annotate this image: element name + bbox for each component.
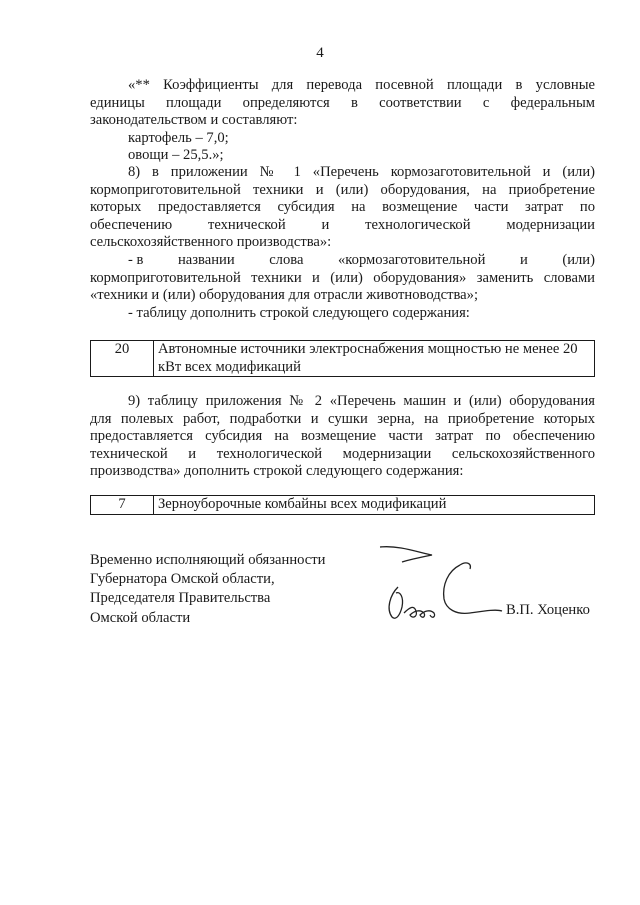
page-number: 4	[316, 45, 324, 61]
crop-item: картофель – 7,0;	[128, 129, 229, 146]
text-line: производства» дополнить строкой следующего содержания:	[90, 463, 464, 480]
crop-item: овощи – 25,5.»;	[128, 147, 224, 164]
word: слова	[269, 251, 304, 268]
table-row	[91, 496, 595, 515]
word: и	[519, 251, 528, 268]
title-line: Временно исполняющий обязанности	[90, 552, 326, 568]
text-line: законодательством и составляют:	[90, 112, 298, 129]
text-line: обеспечению технической и технологической модернизации	[90, 216, 595, 233]
title-line: Губернатора Омской области,	[90, 571, 275, 588]
row-number: 20	[91, 341, 154, 377]
row-number: 7	[91, 496, 154, 515]
row-text: Автономные источники электроснабжения мощностью не менее 20 кВт всех модификаций	[154, 341, 595, 377]
text-line: 8) в приложении № 1 «Перечень кормозаготовительной и (или)	[128, 164, 595, 180]
row-text: Зерноуборочные комбайны всех модификаций	[154, 496, 595, 515]
inserted-row-table-2	[90, 495, 595, 515]
word: - в	[128, 251, 144, 268]
text-line: технической и технологической модернизации сельскохозяйственного	[90, 445, 595, 462]
word: (или)	[562, 251, 595, 268]
text-line: кормоприготовительной техники и (или) оборудования» заменить словами	[90, 269, 595, 286]
text-line: предоставляется субсидия на возмещение части затрат по обеспечению	[90, 428, 595, 445]
text-line: «техники и (или) оборудования для отрасли животноводства»;	[90, 287, 479, 304]
inserted-row-table-1	[90, 340, 595, 377]
text-line: - таблицу дополнить строкой следующего содержания:	[128, 304, 470, 321]
text-line: для полевых работ, подработки и сушки зерна, на приобретение которых	[90, 410, 595, 427]
text-line: которых предоставляется субсидия на возмещение части затрат по	[90, 199, 595, 216]
paragraph-appendix-1	[90, 164, 595, 322]
text-line-spread	[90, 252, 595, 270]
text-line: сельскохозяйственного производства»:	[90, 234, 332, 251]
paragraph-coefficients	[90, 77, 595, 165]
word: названии	[177, 251, 235, 268]
signatory-title	[90, 551, 390, 628]
handwritten-signature	[360, 535, 520, 635]
text-line: «** Коэффициенты для перевода посевной площади в условные	[128, 77, 595, 93]
text-line: 9) таблицу приложения № 2 «Перечень машин и (или) оборудования	[128, 393, 595, 409]
title-line: Омской области	[90, 609, 191, 626]
signatory-name: В.П. Хоценко	[506, 602, 590, 618]
table-row	[91, 341, 595, 377]
word: «кормозаготовительной	[338, 251, 486, 268]
text-line: единицы площади определяются в соответствии с федеральным	[90, 94, 595, 111]
text-line: кормоприготовительной техники и (или) оборудования, на приобретение	[90, 181, 595, 198]
paragraph-appendix-2	[90, 393, 595, 481]
title-line: Председателя Правительства	[90, 590, 271, 607]
